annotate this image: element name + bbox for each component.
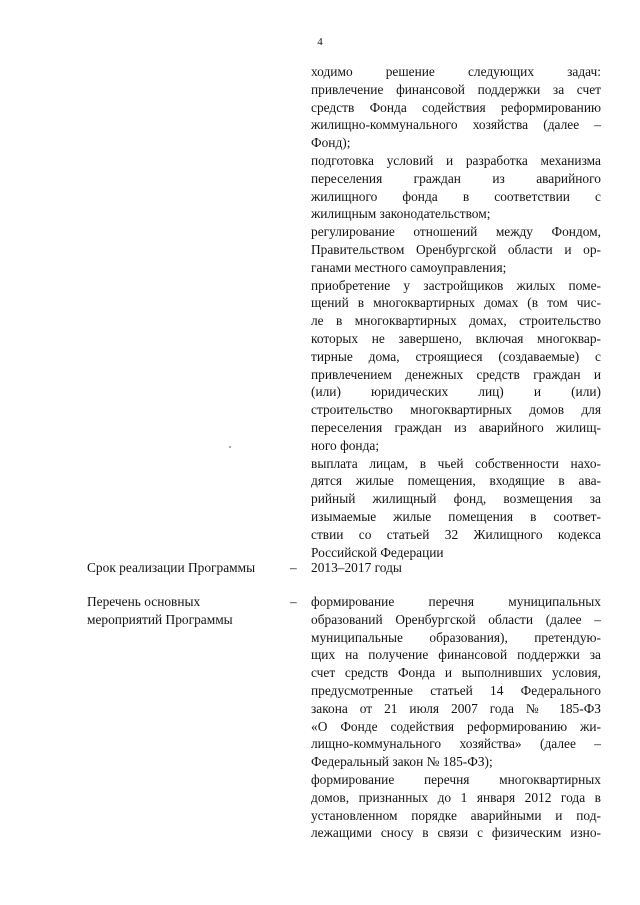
goals-text-line: ле в многоквартирных домах, строительство <box>311 313 601 329</box>
measures-text-line: щих на получение финансовой поддержки за <box>311 647 601 663</box>
goals-text-line: ствии со статьей 32 Жилищного кодекса <box>311 526 601 542</box>
goals-text-line: регулирование отношений между Фондом, <box>311 224 601 240</box>
goals-text-line: привлечением денежных средств граждан и <box>311 366 601 382</box>
measures-text-line: формирование перечня многоквартирных <box>311 771 601 787</box>
period-dash: – <box>290 560 297 575</box>
goals-text-line: Фонд); <box>311 135 351 151</box>
goals-text-line: Правительством Оренбургской области и ор- <box>311 241 601 257</box>
goals-text-line: средств Фонда содействия реформированию <box>311 99 601 115</box>
period-value-text: 2013–2017 годы <box>311 560 402 575</box>
goals-text-line: которых не завершено, включая многоквар- <box>311 330 601 346</box>
goals-text-line: дятся жилые помещения, входящие в ава- <box>311 473 601 489</box>
goals-continued-block <box>311 63 601 561</box>
period-value <box>311 559 601 577</box>
goals-text-line: приобретение у застройщиков жилых поме- <box>311 277 601 293</box>
page-number: 4 <box>317 36 323 48</box>
measures-text-line: муниципальные образования), претендую- <box>311 629 601 645</box>
period-label: Срок реализации Программы <box>87 560 256 575</box>
goals-text-line: рийный жилищный фонд, возмещения за <box>311 491 601 507</box>
goals-text-line: жилищно-коммунального хозяйства (далее – <box>311 117 601 133</box>
measures-text-line: закона от 21 июля 2007 года № 185-ФЗ <box>311 700 601 716</box>
measures-dash: – <box>290 594 297 609</box>
goals-text-line: (или) юридических лиц) и (или) <box>311 384 601 400</box>
measures-text-line: Федеральный закон № 185-ФЗ); <box>311 754 493 770</box>
goals-text-line: Российской Федерации <box>311 544 444 560</box>
measures-label-line-1: Перечень основных <box>87 594 201 609</box>
measures-text-line: домов, признанных до 1 января 2012 года в <box>311 789 601 805</box>
scan-artifact-dot <box>229 446 231 448</box>
goals-text-line: жилищного фонда в соответствии с <box>311 188 601 204</box>
goals-text-line: ного фонда; <box>311 437 380 453</box>
measures-text-line: образований Оренбургской области (далее – <box>311 611 601 627</box>
goals-text-line: выплата лицам, в чьей собственности нахо- <box>311 455 601 471</box>
measures-text-line: лежащими сносу в связи с физическим изно- <box>311 825 601 841</box>
goals-text-line: ходимо решение следующих задач: <box>311 64 601 79</box>
measures-text-line: «О Фонде содействия реформированию жи- <box>311 718 601 734</box>
goals-text-line: щений в многоквартирных домах (в том чис- <box>311 295 601 311</box>
goals-text-line: строительство многоквартирных домов для <box>311 402 601 418</box>
measures-block <box>311 593 601 842</box>
measures-label-line-2: мероприятий Программы <box>87 611 233 627</box>
goals-text-line: переселения граждан из аварийного жилищ- <box>311 419 601 435</box>
goals-text-line: подготовка условий и разработка механизма <box>311 152 601 168</box>
goals-text-line: жилищным законодательством; <box>311 206 491 222</box>
measures-text-line: установленном порядке аварийными и под- <box>311 807 601 823</box>
measures-label <box>87 593 297 629</box>
goals-text-line: переселения граждан из аварийного <box>311 170 601 186</box>
goals-text-line: тирные дома, строящиеся (создаваемые) с <box>311 348 601 364</box>
goals-text-line: ганами местного самоуправления; <box>311 259 507 275</box>
goals-text-line: привлечение финансовой поддержки за счет <box>311 81 601 97</box>
measures-text-line: лищно-коммунального хозяйства» (далее – <box>311 736 601 752</box>
measures-text-line: предусмотренные статьей 14 Федерального <box>311 682 601 698</box>
goals-text-line: изымаемые жилые помещения в соответ- <box>311 508 601 524</box>
measures-text-line: формирование перечня муниципальных <box>311 594 601 609</box>
measures-text-line: счет средств Фонда и выполнивших условия, <box>311 665 601 681</box>
